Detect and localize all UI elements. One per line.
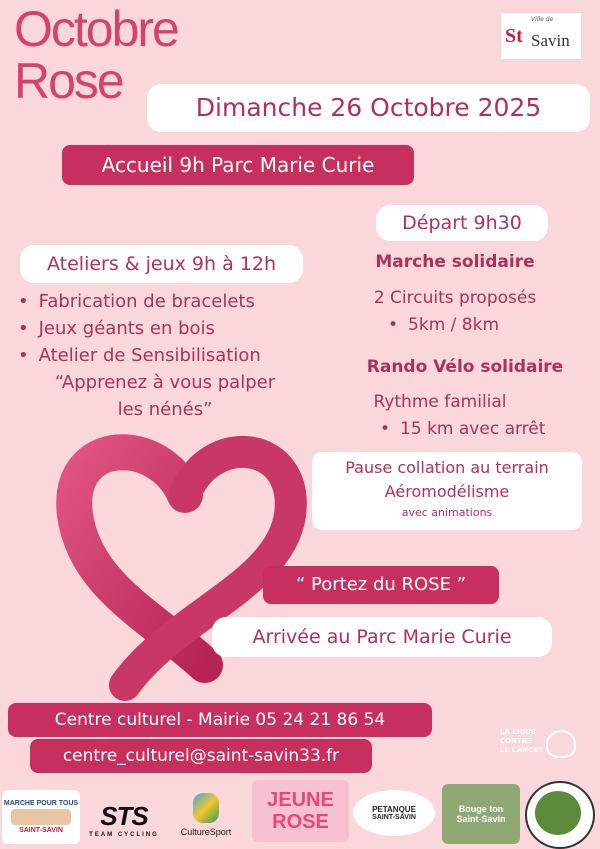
aeroclub-emblem-icon (535, 791, 581, 835)
pause-card (312, 452, 582, 530)
atelier-quote-line2: les nénés” (117, 399, 213, 420)
arrivee-banner: Arrivée au Parc Marie Curie (212, 617, 552, 657)
culturesport-icon (193, 793, 219, 823)
pink-ribbon-heart-icon (55, 415, 325, 705)
velo-distance (380, 419, 545, 439)
sts-text: STS (100, 800, 148, 831)
ligue-line2: CONTRE (500, 737, 532, 745)
marche-bullet: • 5km / 8km (388, 315, 499, 335)
atelier-quote-line1: “Apprenez à vous palper (54, 372, 276, 393)
ligue-line1: LA LIGUE (500, 728, 536, 736)
contact-email[interactable]: centre_culturel@saint-savin33.fr (30, 739, 372, 773)
logo-ville-de: Ville de (531, 16, 554, 23)
ligue-cancer-logo (500, 728, 580, 768)
logo-petanque (353, 790, 435, 836)
logo-jeune-rose (252, 780, 349, 842)
contact-phone: Centre culturel - Mairie 05 24 21 86 54 (8, 703, 432, 737)
culturesport-text: CultureSport (180, 827, 232, 837)
logo-bouge-ton-saint-savin (442, 784, 520, 844)
logo-culturesport (170, 786, 242, 844)
bouge-line2: Saint-Savin (456, 814, 506, 824)
title-octobre: Octobre (14, 1, 178, 57)
mpt-line1: MARCHE POUR TOUS (3, 800, 79, 807)
marche-subtitle: 2 Circuits proposés (373, 288, 537, 308)
marche-title: Marche solidaire (375, 252, 535, 272)
sts-sub: TEAM CYCLING (89, 831, 159, 838)
portez-rose-banner: “ Portez du ROSE ” (263, 566, 499, 604)
atelier-item: • Fabrication de bracelets (18, 288, 308, 315)
velo-title: Rando Vélo solidaire (366, 357, 564, 377)
depart-time: Départ 9h30 (376, 205, 548, 241)
ateliers-title: Ateliers & jeux 9h à 12h (20, 245, 303, 283)
ligue-line3: LE CANCER (500, 746, 544, 754)
jeune-text: JEUNE (267, 789, 334, 811)
walkers-icon (11, 809, 71, 825)
atelier-item: • Atelier de Sensibilisation (18, 342, 308, 369)
logo-aeromodelisme-club (525, 781, 595, 849)
ligue-heart-icon (546, 730, 576, 758)
bouge-line1: Bouge ton (458, 804, 504, 814)
event-date: Dimanche 26 Octobre 2025 (147, 84, 590, 132)
pause-line3: avec animations (401, 506, 493, 519)
logo-marche-pour-tous (2, 790, 80, 844)
logo-st: St (505, 25, 523, 47)
title-rose: Rose (14, 53, 123, 109)
accueil-banner: Accueil 9h Parc Marie Curie (62, 145, 414, 185)
velo-subtitle: Rythme familial (373, 392, 507, 412)
ville-saint-savin-logo (500, 12, 582, 60)
pause-line2: Aéromodélisme (384, 482, 510, 501)
logo-savin: Savin (531, 31, 570, 50)
petanque-line2: SAINT-SAVIN (372, 814, 416, 821)
atelier-item: • Jeux géants en bois (18, 315, 308, 342)
ateliers-list (18, 288, 308, 369)
pause-line1: Pause collation au terrain (345, 458, 549, 477)
mpt-line2: SAINT-SAVIN (19, 827, 63, 834)
rose-text: ROSE (272, 811, 329, 833)
petanque-line1: PETANQUE (372, 805, 416, 814)
marche-distance (388, 315, 499, 335)
velo-bullet: • 15 km avec arrêt (380, 419, 545, 439)
logo-sts (86, 795, 162, 843)
